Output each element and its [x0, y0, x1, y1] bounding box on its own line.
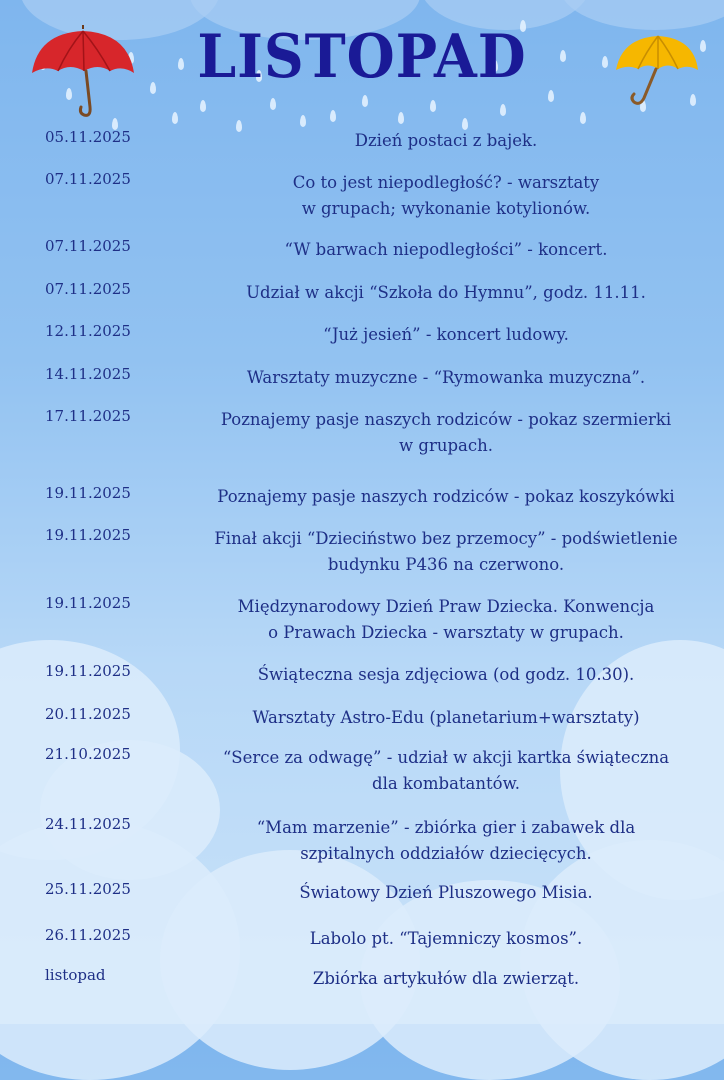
raindrop — [430, 100, 436, 112]
event-date: 19.11.2025 — [45, 594, 131, 612]
raindrop — [330, 110, 336, 122]
event-description: Co to jest niepodległość? - warsztaty w grupach; wykonanie kotylionów. — [292, 173, 600, 218]
event-date: 07.11.2025 — [45, 170, 131, 188]
event-description: Finał akcji “Dzieciństwo bez przemocy” - podświetlenie budynku P436 na czerwono. — [214, 529, 678, 574]
event-description: Zbiórka artykułów dla zwierząt. — [312, 969, 580, 988]
raindrop — [398, 112, 404, 124]
event-description: “W barwach niepodległości” - koncert. — [284, 240, 608, 259]
event-date: 26.11.2025 — [45, 926, 131, 944]
event-date: 19.11.2025 — [45, 526, 131, 544]
event-description: Labolo pt. “Tajemniczy kosmos”. — [309, 929, 583, 948]
event-date: 07.11.2025 — [45, 280, 131, 298]
event-date: 24.11.2025 — [45, 815, 131, 833]
raindrop — [172, 112, 178, 124]
event-description: Dzień postaci z bajek. — [354, 131, 538, 150]
raindrop — [270, 98, 276, 110]
raindrop — [500, 104, 506, 116]
page-title: LISTOPAD — [197, 22, 527, 92]
event-description: “Już jesień” - koncert ludowy. — [323, 325, 569, 344]
raindrop — [300, 115, 306, 127]
event-description: “Mam marzenie” - zbiórka gier i zabawek dla szpitalnych oddziałów dziecięcych. — [256, 818, 636, 863]
event-date: 12.11.2025 — [45, 322, 131, 340]
event-date: 05.11.2025 — [45, 128, 131, 146]
event-date: 07.11.2025 — [45, 237, 131, 255]
raindrop — [200, 100, 206, 112]
raindrop — [580, 112, 586, 124]
event-description: “Serce za odwagę” - udział w akcji kartka świąteczna dla kombatantów. — [222, 748, 670, 793]
event-description: Świąteczna sesja zdjęciowa (od godz. 10.30). — [257, 665, 635, 684]
event-description: Udział w akcji “Szkoła do Hymnu”, godz. 11.11. — [246, 283, 646, 302]
event-description: Poznajemy pasje naszych rodziców - pokaz koszykówki — [217, 487, 675, 506]
event-date: 17.11.2025 — [45, 407, 131, 425]
event-description: Światowy Dzień Pluszowego Misia. — [299, 883, 593, 902]
event-date: 14.11.2025 — [45, 365, 131, 383]
event-date: listopad — [45, 966, 106, 984]
event-date: 25.11.2025 — [45, 880, 131, 898]
event-date: 20.11.2025 — [45, 705, 131, 723]
event-description: Poznajemy pasje naszych rodziców - pokaz szermierki w grupach. — [220, 410, 672, 455]
event-date: 21.10.2025 — [45, 745, 131, 763]
raindrop — [362, 95, 368, 107]
event-description: Warsztaty muzyczne - “Rymowanka muzyczna”. — [246, 368, 646, 387]
event-description: Międzynarodowy Dzień Praw Dziecka. Konwencja o Prawach Dziecka - warsztaty w grupach. — [237, 597, 655, 642]
event-date: 19.11.2025 — [45, 484, 131, 502]
event-description: Warsztaty Astro-Edu (planetarium+warsztaty) — [252, 708, 640, 727]
event-date: 19.11.2025 — [45, 662, 131, 680]
